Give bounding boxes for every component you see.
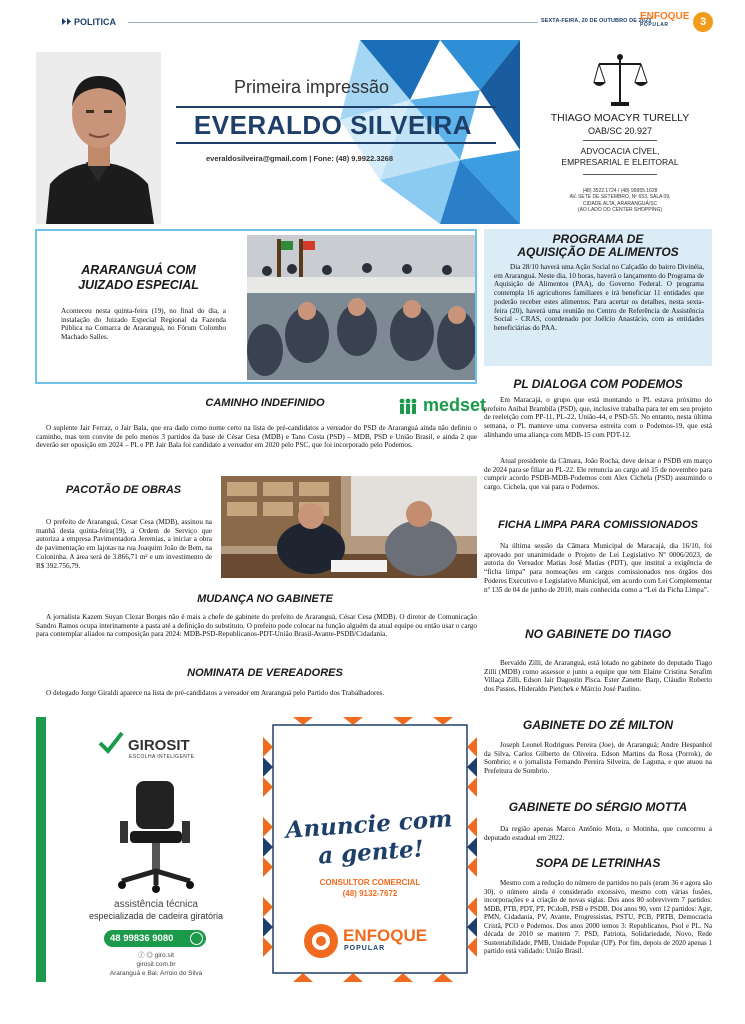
article-nominata-title: NOMINATA DE VEREADORES: [187, 667, 343, 679]
article-mudanca-title: MUDANÇA NO GABINETE: [197, 593, 333, 605]
lawyer-specialty-line-1: ADVOCACIA CÍVEL,: [580, 146, 660, 156]
column-banner: [36, 40, 520, 224]
lawyer-specialty: [525, 146, 715, 168]
lawyer-rule: [583, 140, 657, 141]
medset-brand: medset: [423, 395, 487, 415]
girosit-tagline: ESCOLHA INTELIGENTE: [129, 754, 195, 760]
girosit-footer: [56, 951, 256, 978]
article-nominata-body: O delegado Jorge Giraldi aparece na lista de pré-candidatos a vereador em Araranguá pelo Partido dos Trabalhadores.: [46, 689, 385, 697]
article-juizado: [35, 229, 477, 384]
header-rule: [128, 22, 538, 23]
top-bar: [0, 0, 745, 40]
article-sergio-title: GABINETE DO SÉRGIO MOTTA: [508, 800, 688, 814]
article-juizado-title: [51, 263, 226, 293]
banner-rule-top: [176, 106, 496, 108]
article-pl-body-1: Em Maracajá, o grupo que está montando o PL estava próximo do prefeito Aníbal Brambila (PSD), que, inclusive trabalha para ter em seu projeto de reeleição com PP-11, PL-22, União-44, e PSD-55. No entanto, nesta última semana, o PL manteve uma conversa estreita com o Podemos-19, que está alinhando uma aliança com MDB-15 com PDT-12.: [484, 396, 712, 439]
girosit-brand: GIROSIT: [128, 737, 190, 754]
columnist-photo: [36, 52, 161, 224]
article-programa-title: [484, 233, 712, 259]
article-caminho-title: CAMINHO INDEFINIDO: [205, 397, 325, 409]
anuncie-headline-line-2: a gente!: [317, 835, 425, 870]
article-tiago-title: NO GABINETE DO TIAGO: [524, 627, 671, 641]
article-sopa-body: Mesmo com a redução do número de partidos no país (eram 36 e agora são 30), o número ainda é considerado excessivo, mesmo com várias fusões, incorporações e a criação de novas siglas. Dos anos 80 sobrevivem 7 partidos: MDB, PTB, PDT, PT, PCdoB, PSB e PSDB. Dos anos 90, vem 12 partidos: Agir, PMN, Cidadania, PV, Avante, Progressistas, PSTU, PCB, PRTB, Democracia Cristã, PCO e Podemos. Dos anos 2000 temos 3: Republicanos, Psol e PL. Na década de 2010 se mantem 7: PSD, Patriota, Solidariedade, Novo, Rede Sustentabilidade, PMB, Unidade Popular (UP). Por fim, depois de 2020 apenas 1 partido está validado: União Brasil.: [484, 879, 712, 955]
lawyer-oab: OAB/SC 20.927: [587, 126, 653, 136]
article-pacotao-title: PACOTÃO DE OBRAS: [65, 484, 182, 496]
masthead-logo: [640, 12, 689, 30]
double-arrow-icon: [62, 18, 72, 25]
anuncie-brand-sub: POPULAR: [344, 945, 386, 952]
girosit-phone-button[interactable]: [104, 930, 206, 947]
article-pl-title: PL DIALOGA COM PODEMOS: [513, 377, 683, 391]
girosit-social: [56, 951, 256, 960]
columnist-name: EVERALDO SILVEIRA: [193, 110, 473, 140]
office-chair-illustration: [112, 777, 202, 897]
article-juizado-body: Aconteceu nesta quinta-feira (19), no final do dia, a instalação do Juizado Especial Regional da Fazenda Pública na Comarca de Araranguá, no Fórum Colombo Machado Salles.: [61, 307, 226, 342]
article-ficha-body: Na última sessão da Câmara Municipal de Maracajá, dia 16/10, foi aprovado por unanimidade o Projeto de Lei Legislativo Nº 0006/2023, de autoria do Vereador Matias José Matias (PDT), que instituí a exigência de “ficha limpa” para nomeações em cargos comissionados nos órgãos dos Poderes Executivo e Legislativo Municipal, em acordo com Lei Complementar nº 135 de 04 de junho de 2010, mais conhecida como a “Lei da Ficha Limpa”.: [484, 542, 712, 594]
medset-people-icon: [398, 398, 418, 414]
masthead-brand-sub: POPULAR: [640, 22, 669, 28]
article-caminho-body: O suplente Jair Ferraz, o Jair Bala, que era dado como nome certo na lista de pré-candidatos a vereador do PSD de Araranguá ainda não definiu o caminho, mas tem convite de pelo menos 3 partidos da base de César Cesa (MDB) e Tano Costa (PSD) – MDB, PSD e União Brasil, e ainda 2 que deverão ser oposição em 2024 – PL e PP. Jair Bala foi candidato a vereador em 2020 pelo PSC, que foi incorporado pelo Podemos.: [36, 424, 477, 450]
article-sergio-body: Da região apenas Marco Antônio Mota, o Motinha, que concorreu a deputado estadual em 2022.: [484, 825, 712, 842]
article-juizado-title-line-1: ARARANGUÁ COM: [81, 263, 196, 277]
lawyer-specialty-line-2: EMPRESARIAL E ELEITORAL: [561, 157, 679, 167]
whatsapp-icon: [190, 932, 203, 945]
article-zemilton-title: GABINETE DO ZÉ MILTON: [522, 718, 674, 732]
article-ficha-title: FICHA LIMPA PARA COMISSIONADOS: [497, 519, 699, 531]
signing-ceremony-photo: [221, 476, 477, 578]
social-icons: ⓕ ◎: [138, 952, 155, 959]
girosit-site[interactable]: girosit.com.br: [136, 961, 176, 968]
juizado-ceremony-photo: [247, 235, 475, 380]
anuncie-brand: ENFOQUE: [343, 926, 428, 945]
anuncie-phone[interactable]: (48) 9132-7672: [342, 889, 398, 898]
girosit-location: Araranguá e Bal. Arroio do Silva: [109, 970, 203, 977]
anuncie-headline-line-1: Anuncie com: [284, 805, 454, 844]
anuncie-ad: [263, 717, 477, 982]
banner-rule-bottom: [176, 142, 496, 144]
article-programa: [484, 229, 712, 366]
scales-of-justice-icon: [591, 52, 649, 108]
article-programa-title-line-1: PROGRAMA DE: [552, 232, 644, 246]
article-programa-title-line-2: AQUISIÇÃO DE ALIMENTOS: [517, 245, 679, 259]
lawyer-address: [525, 188, 715, 213]
article-juizado-title-line-2: JUIZADO ESPECIAL: [78, 278, 199, 292]
columnist-contact: everaldosilveira@gmail.com | Fone: (48) 9.9922.3268: [206, 154, 394, 163]
girosit-check-icon: [98, 731, 124, 755]
article-tiago-body: Bervaldo Zilli, de Araranguá, está lotado no gabinete do deputado Tiago Zilli (MDB) como assessor e junto a equipe que tem Elaine Cristina Serafim Villaça Zilli, Edson Jair Dagostin Pisca. Ester Zanette Barp, Cláudio Roberto dos Passos, Hideraldo Pietchek e Márcio José Paulino.: [484, 659, 712, 694]
article-pl-body-2: Atual presidente da Câmara, João Rocha, deve deixar o PSDB em março de 2024 para se filiar ao PL-22. Ele renuncia ao cargo até 15 de novembro para cumprir acordo PSDB-MDB-Podemos com Alex Cichela (PSD) assumindo o cargo. Cichela, que vai para o Podemos.: [484, 457, 712, 492]
article-zemilton-body: Joseph Leonel Rodrigues Pereira (Joe), de Araranguá; Andre Hespanhol da Silva, Carlos Gilberto de Oliveira. Edson Martins da Rosa (Porrok), de Sombrio; e o jornalista Fernando Pereira Silveira, de Laguna, e que atuou na Prefeitura de Sombrio.: [484, 741, 712, 776]
lawyer-ad: [525, 40, 715, 224]
masthead-brand: ENFOQUE: [640, 11, 690, 22]
lawyer-address-line-3: (AO LADO DO CENTER SHOPPING): [577, 206, 663, 213]
enfoque-logo-icon: [303, 923, 339, 959]
medset-ad: [398, 394, 486, 416]
lawyer-address-line-2: CIDADE ALTA, ARARANGUÁ/SC: [582, 200, 658, 207]
lawyer-address-line-1: AV. SETE DE SETEMBRO, Nº 653, SALA 09,: [569, 194, 671, 201]
girosit-service-2: especializada de cadeira giratória: [88, 911, 224, 921]
lawyer-phones: (48) 3522.1724 / (48) 99955.1628: [582, 188, 658, 194]
girosit-green-bar: [36, 717, 46, 982]
section-label: POLITICA: [74, 17, 116, 27]
page-number: 3: [693, 12, 713, 32]
columnist-portrait-illustration: [36, 52, 161, 224]
girosit-phone: 48 99836 9080: [110, 933, 174, 944]
lawyer-name: THIAGO MOACYR TURELLY: [550, 112, 690, 124]
issue-date: SEXTA-FEIRA, 20 DE OUTUBRO DE 2023: [541, 18, 652, 24]
article-mudanca-body: A jornalista Kazem Suyan Clezar Borges não é mais a chefe de gabinete do prefeito de Araranguá, César Cesa (MDB). O diretor de Comunicação Sandro Ramos ocupa interinamente a pasta até a definição do substituto. O prefeito pode colocar na função alguém da atual equipe ou então usar o cargo para contemplar aliados na composição para 2024: MDB-PSD-Republicanos-PDT-União Brasil-Avante-PSDB/Cidadania.: [36, 613, 477, 639]
girosit-ad: [36, 717, 256, 982]
article-sopa-title: SOPA DE LETRINHAS: [535, 856, 661, 870]
lawyer-rule-2: [583, 174, 657, 175]
article-programa-body: Dia 28/10 haverá uma Ação Social no Calçadão do bairro Divinéia, em Araranguá. Neste dia, 10 horas, haverá o lançamento do Programa de Aquisição de Alimentos (PAA), do Governo Federal. O programa contempla 16 agricultores familiares e irá beneficiar 11 entidades que poderão receber estes alimentos. Para acertar os detalhes, nesta sexta-feira (20), haverá uma reunião no Centro de Referência de Assistência Social - CRAS, coordenado por Joélcio Anastácio, com as entidades beneficiárias do PAA.: [494, 263, 704, 332]
girosit-social-handle: giro.sit: [154, 952, 174, 959]
anuncie-role: CONSULTOR COMERCIAL: [319, 878, 421, 887]
article-pacotao-body: O prefeito de Araranguá, Cesar Cesa (MDB), assinou na manhã desta quinta-feira(19), a Ordem de Serviço que autoriza a empresa Pavimentadora Jeremias, a iniciar a obra de pavimentação em lajotas na rua Joaquim João de Bem, na Coloninha. A área será de 3.866,71 m² e um investimento de R$ 392.756,79.: [36, 518, 212, 570]
girosit-service-1: assistência técnica: [114, 899, 198, 910]
column-kicker: Primeira impressão: [234, 77, 390, 97]
